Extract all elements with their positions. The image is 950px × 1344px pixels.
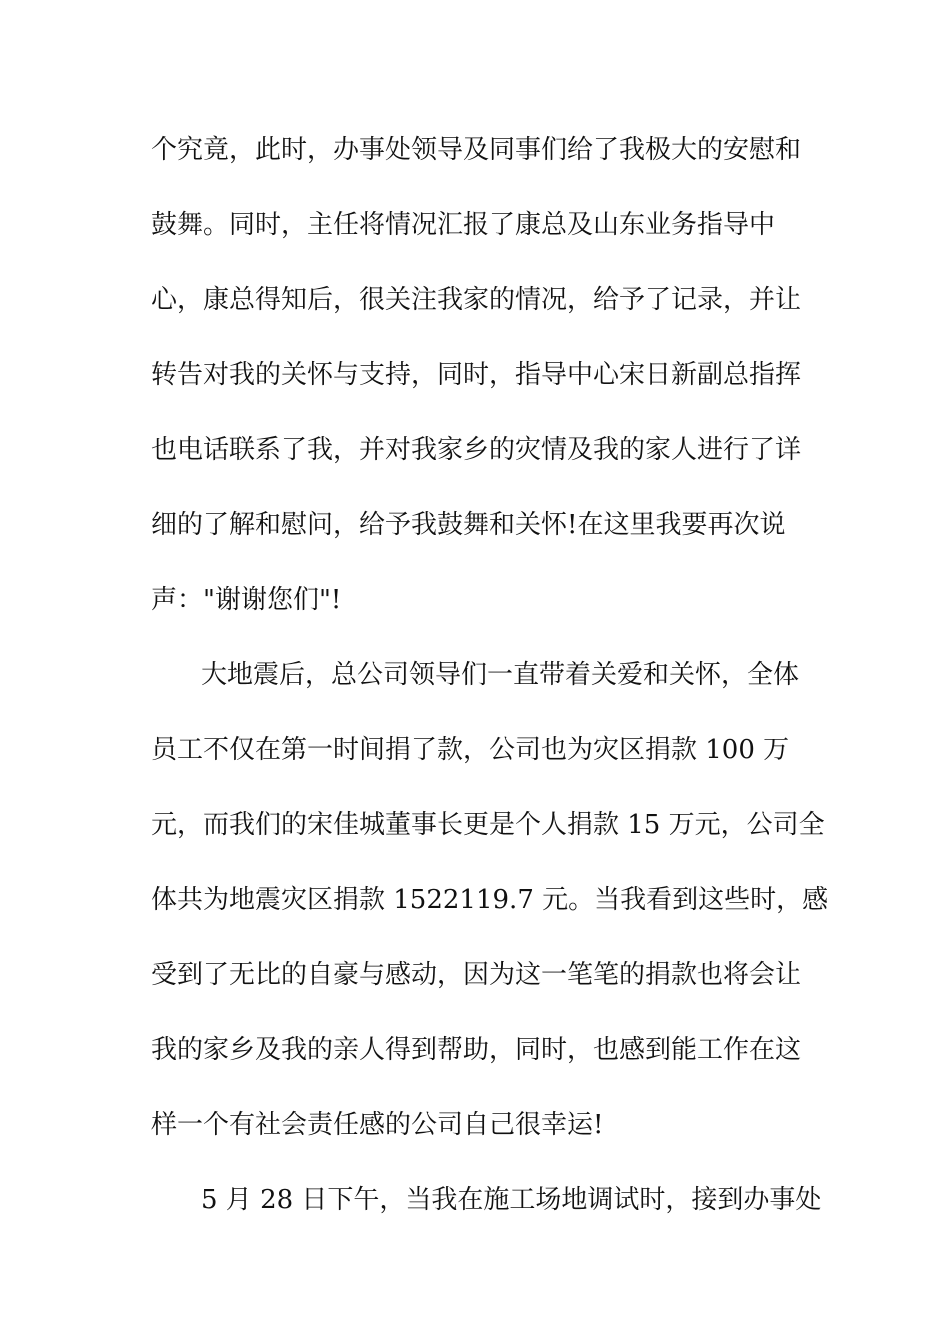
paragraph-first-line: 大地震后，总公司领导们一直带着关爱和关怀，全体 xyxy=(201,660,800,690)
text-line: 细的了解和慰问，给予我鼓舞和关怀!在这里我要再次说 xyxy=(151,510,786,540)
text-line: 个究竟，此时，办事处领导及同事们给了我极大的安慰和 xyxy=(151,135,802,165)
text-line: 也电话联系了我，并对我家乡的灾情及我的家人进行了详 xyxy=(151,435,802,465)
text-line: 转告对我的关怀与支持，同时，指导中心宋日新副总指挥 xyxy=(151,360,802,390)
text-line: 声："谢谢您们"! xyxy=(151,585,342,615)
text-line: 员工不仅在第一时间捐了款，公司也为灾区捐款 100 万 xyxy=(151,735,790,765)
text-line: 我的家乡及我的亲人得到帮助，同时，也感到能工作在这 xyxy=(151,1035,802,1065)
paragraph-first-line: 5 月 28 日下午，当我在施工场地调试时，接到办事处 xyxy=(201,1185,822,1215)
text-line: 样一个有社会责任感的公司自己很幸运! xyxy=(151,1110,604,1140)
text-line: 元，而我们的宋佳城董事长更是个人捐款 15 万元，公司全 xyxy=(151,810,825,840)
text-line: 受到了无比的自豪与感动，因为这一笔笔的捐款也将会让 xyxy=(151,960,802,990)
text-line: 体共为地震灾区捐款 1522119.7 元。当我看到这些时，感 xyxy=(151,885,829,915)
text-line: 鼓舞。同时，主任将情况汇报了康总及山东业务指导中 xyxy=(151,210,776,240)
text-line: 心，康总得知后，很关注我家的情况，给予了记录，并让 xyxy=(151,285,802,315)
